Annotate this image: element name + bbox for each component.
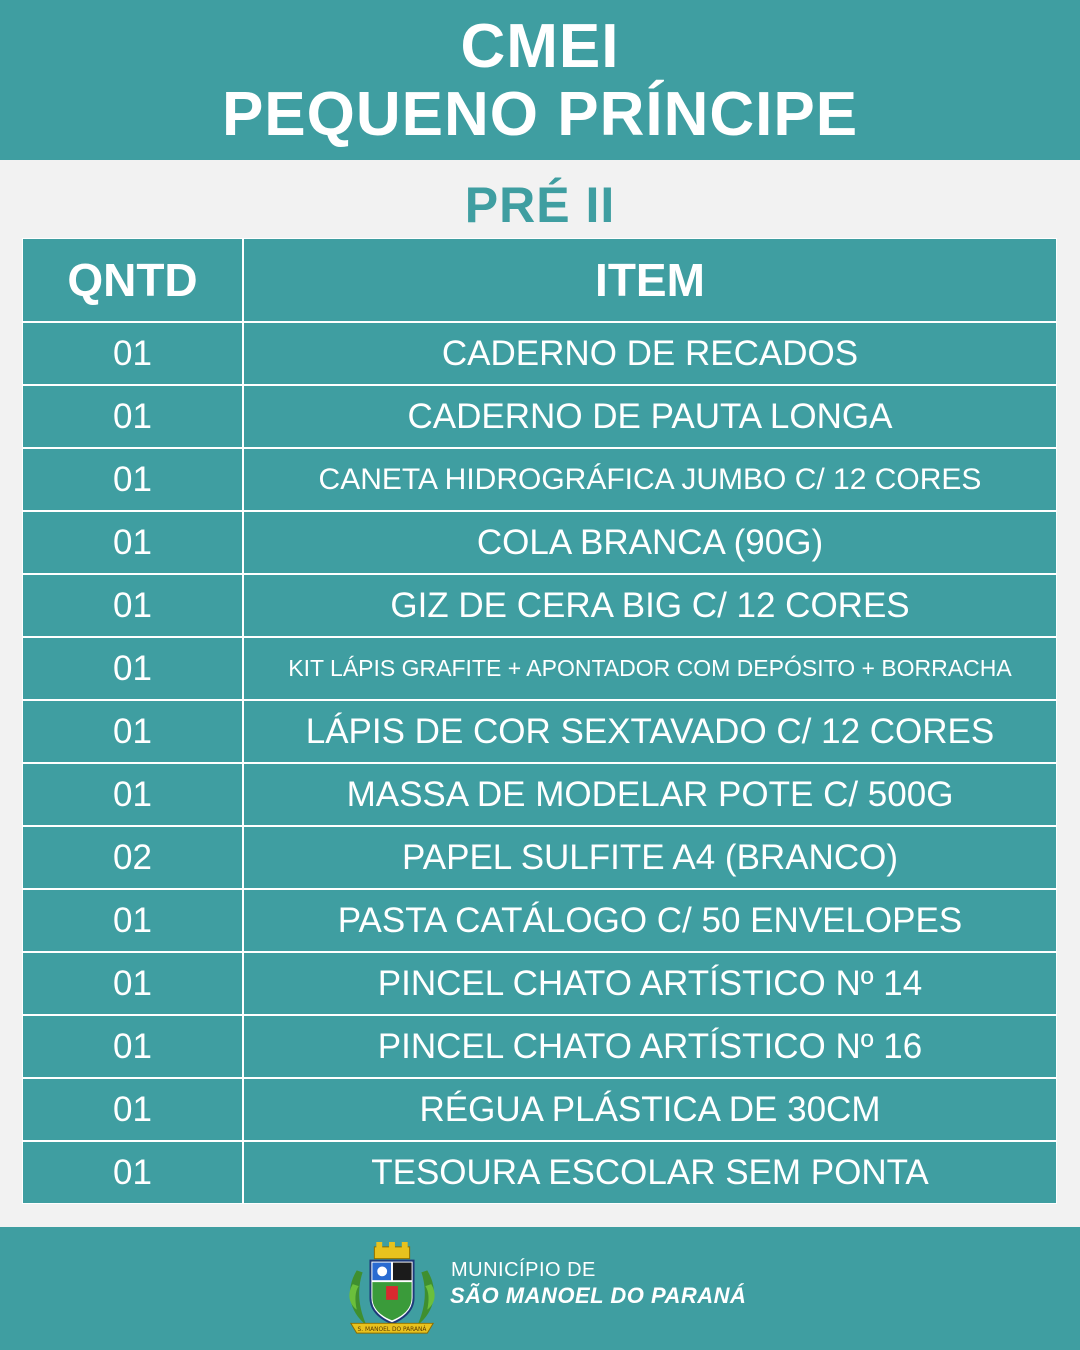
qty-cell: 01 xyxy=(22,889,243,952)
qty-cell: 02 xyxy=(22,826,243,889)
column-header-qty: QNTD xyxy=(22,238,243,322)
crest-ribbon-text: S. MANOEL DO PARANÁ xyxy=(357,1327,427,1334)
table-row xyxy=(22,448,1057,511)
municipal-crest-icon xyxy=(343,1241,441,1339)
item-cell: PASTA CATÁLOGO C/ 50 ENVELOPES xyxy=(243,889,1057,952)
supply-list-table xyxy=(22,238,1057,1204)
item-cell: CADERNO DE RECADOS xyxy=(243,322,1057,385)
item-cell: PAPEL SULFITE A4 (BRANCO) xyxy=(243,826,1057,889)
table-row xyxy=(22,1015,1057,1078)
item-cell: LÁPIS DE COR SEXTAVADO C/ 12 CORES xyxy=(243,700,1057,763)
class-subtitle: PRÉ II xyxy=(464,177,616,233)
qty-cell: 01 xyxy=(22,322,243,385)
item-cell: CADERNO DE PAUTA LONGA xyxy=(243,385,1057,448)
footer-banner xyxy=(0,1227,1080,1350)
table-header-row xyxy=(22,238,1057,322)
item-cell: PINCEL CHATO ARTÍSTICO Nº 16 xyxy=(243,1015,1057,1078)
item-cell: PINCEL CHATO ARTÍSTICO Nº 14 xyxy=(243,952,1057,1015)
table-row xyxy=(22,385,1057,448)
qty-cell: 01 xyxy=(22,511,243,574)
item-cell: MASSA DE MODELAR POTE C/ 500G xyxy=(243,763,1057,826)
item-cell: TESOURA ESCOLAR SEM PONTA xyxy=(243,1141,1057,1204)
item-cell: COLA BRANCA (90G) xyxy=(243,511,1057,574)
table-row xyxy=(22,1078,1057,1141)
qty-cell: 01 xyxy=(22,448,243,511)
header-banner xyxy=(0,0,1080,160)
qty-cell: 01 xyxy=(22,1141,243,1204)
table-row xyxy=(22,700,1057,763)
table-row xyxy=(22,826,1057,889)
table-row xyxy=(22,952,1057,1015)
municipality-label: MUNICÍPIO DE xyxy=(451,1259,596,1281)
table-row xyxy=(22,889,1057,952)
table-row xyxy=(22,763,1057,826)
table-row xyxy=(22,322,1057,385)
qty-cell: 01 xyxy=(22,385,243,448)
municipality-name: SÃO MANOEL DO PARANÁ xyxy=(450,1283,747,1308)
column-header-item: ITEM xyxy=(243,238,1057,322)
qty-cell: 01 xyxy=(22,1078,243,1141)
table-row xyxy=(22,574,1057,637)
qty-cell: 01 xyxy=(22,637,243,700)
qty-cell: 01 xyxy=(22,1015,243,1078)
qty-cell: 01 xyxy=(22,700,243,763)
qty-cell: 01 xyxy=(22,952,243,1015)
item-cell: GIZ DE CERA BIG C/ 12 CORES xyxy=(243,574,1057,637)
title-line-2: PEQUENO PRÍNCIPE xyxy=(221,80,859,149)
table-row xyxy=(22,511,1057,574)
table-row xyxy=(22,637,1057,700)
item-cell: CANETA HIDROGRÁFICA JUMBO C/ 12 CORES xyxy=(243,448,1057,511)
qty-cell: 01 xyxy=(22,574,243,637)
item-cell: RÉGUA PLÁSTICA DE 30CM xyxy=(243,1078,1057,1141)
table-row xyxy=(22,1141,1057,1204)
title-line-1: CMEI xyxy=(460,12,620,81)
qty-cell: 01 xyxy=(22,763,243,826)
item-cell: KIT LÁPIS GRAFITE + APONTADOR COM DEPÓSITO + BORRACHA xyxy=(243,637,1057,700)
